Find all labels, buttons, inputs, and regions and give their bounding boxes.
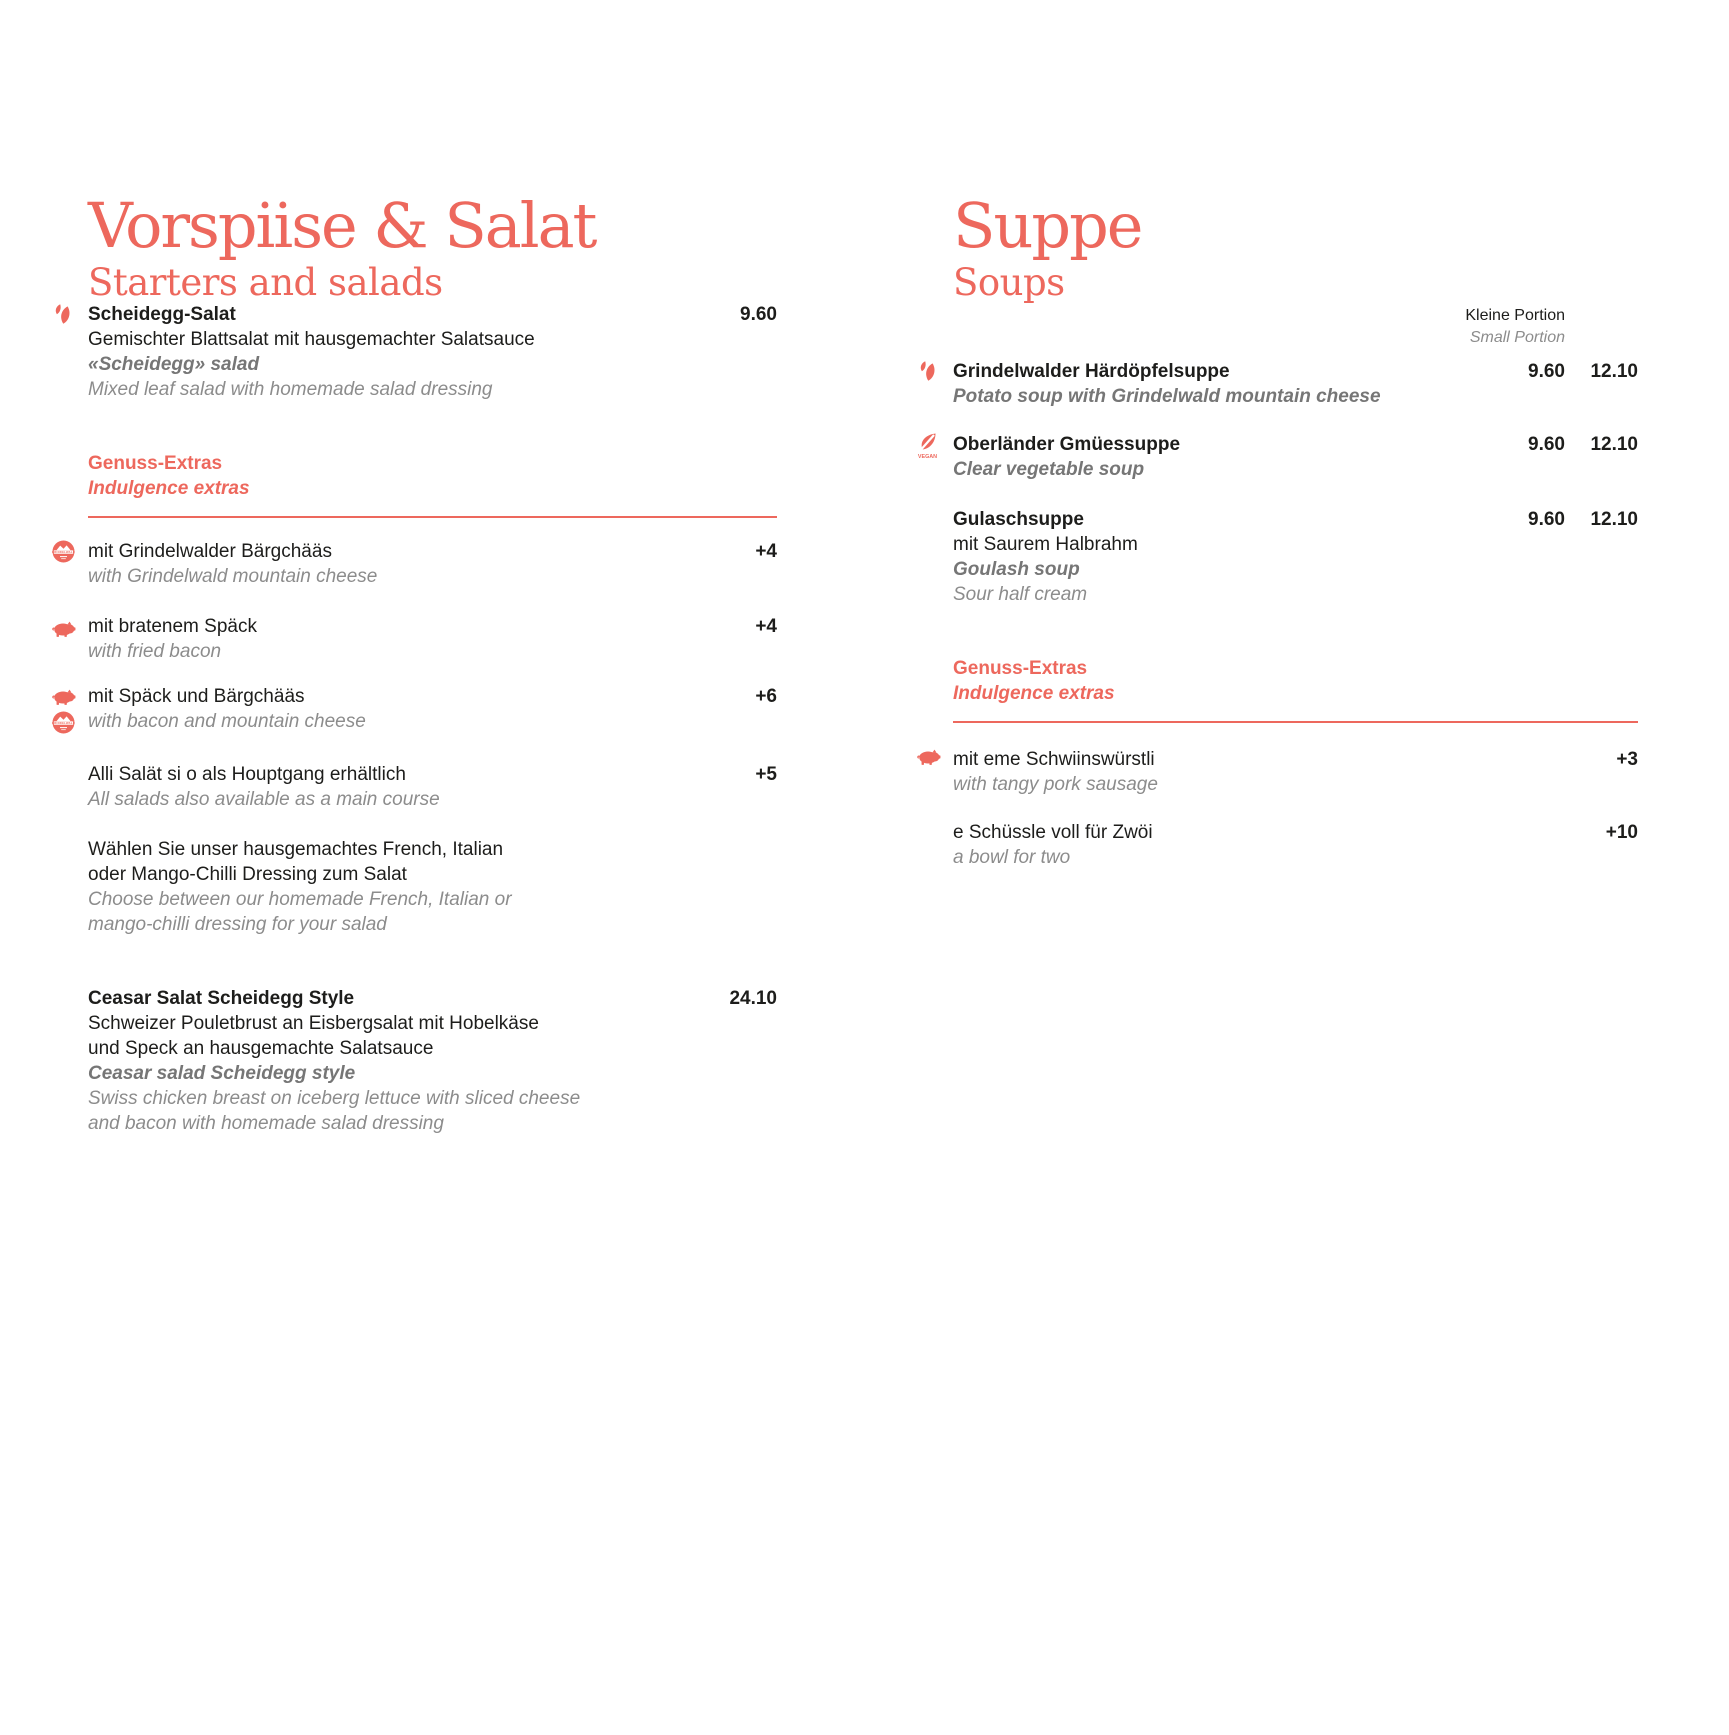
item-name: Ceasar Salat Scheidegg Style bbox=[88, 988, 355, 1009]
price-regular-portion: 12.10 bbox=[1590, 434, 1638, 455]
extra-item-pork-sausage bbox=[953, 747, 1638, 797]
pig-icon bbox=[916, 748, 941, 771]
portion-label-de: Kleine Portion bbox=[1465, 307, 1565, 324]
note-price: +10 bbox=[1605, 822, 1638, 843]
note-de-line1: Wählen Sie unser hausgemachtes French, Italian bbox=[88, 839, 504, 860]
extras-divider-left bbox=[88, 516, 777, 518]
extras-divider-right bbox=[953, 721, 1638, 723]
item-text bbox=[953, 359, 1381, 409]
extra-item-bacon-and-cheese bbox=[88, 684, 777, 734]
extra-en: with fried bacon bbox=[88, 641, 222, 662]
note-en: a bowl for two bbox=[953, 847, 1071, 868]
note-salads-main-course bbox=[88, 762, 777, 812]
note-text bbox=[88, 762, 440, 812]
item-name: Oberländer Gmüessuppe bbox=[953, 434, 1181, 455]
extra-price: +4 bbox=[755, 541, 777, 562]
note-en-line1: Choose between our homemade French, Italian or bbox=[88, 889, 512, 910]
extra-de: mit Späck und Bärgchääs bbox=[88, 686, 305, 707]
svg-text:GRINDELWALD: GRINDELWALD bbox=[52, 551, 75, 555]
item-desc-de: Gemischter Blattsalat mit hausgemachter Salatsauce bbox=[88, 329, 535, 350]
item-desc-en: Potato soup with Grindelwald mountain cheese bbox=[953, 386, 1381, 407]
item-desc-en-line1: Swiss chicken breast on iceberg lettuce with sliced cheese bbox=[88, 1088, 581, 1109]
vegetarian-leaf-icon bbox=[51, 303, 75, 334]
item-name: Scheidegg-Salat bbox=[88, 304, 236, 325]
extra-item-fried-bacon bbox=[88, 614, 777, 664]
menu-item-gmuessuppe bbox=[953, 432, 1638, 482]
extras-header-de: Genuss-Extras bbox=[953, 658, 1088, 679]
note-price: +5 bbox=[755, 764, 777, 785]
extras-header-text bbox=[953, 656, 1115, 706]
extras-header-en: Indulgence extras bbox=[953, 683, 1115, 704]
item-desc-en: Mixed leaf salad with homemade salad dressing bbox=[88, 379, 493, 400]
extra-price: +6 bbox=[755, 686, 777, 707]
extra-de: mit bratenem Späck bbox=[88, 616, 257, 637]
price-small-portion: 9.60 bbox=[1528, 361, 1565, 382]
note-text bbox=[88, 837, 512, 937]
price-small-portion: 9.60 bbox=[1528, 434, 1565, 455]
extra-en: with bacon and mountain cheese bbox=[88, 711, 366, 732]
extra-en: with Grindelwald mountain cheese bbox=[88, 566, 378, 587]
item-desc-de: mit Saurem Halbrahm bbox=[953, 534, 1138, 555]
extra-text bbox=[953, 747, 1158, 797]
item-text bbox=[953, 432, 1180, 482]
item-desc-de-line1: Schweizer Pouletbrust an Eisbergsalat mit Hobelkäse bbox=[88, 1013, 539, 1034]
extra-text bbox=[88, 539, 377, 589]
note-en: All salads also available as a main course bbox=[88, 789, 440, 810]
portion-label-en: Small Portion bbox=[1469, 329, 1565, 346]
pig-icon bbox=[51, 688, 76, 711]
item-name-en: «Scheidegg» salad bbox=[88, 354, 260, 375]
note-de: Alli Salät si o als Houptgang erhältlich bbox=[88, 764, 406, 785]
item-desc-en: Sour half cream bbox=[953, 584, 1088, 605]
cheese-badge-icon bbox=[52, 540, 75, 568]
item-name-en: Goulash soup bbox=[953, 559, 1080, 580]
price-regular-portion: 12.10 bbox=[1590, 361, 1638, 382]
cheese-badge-icon bbox=[52, 711, 75, 739]
price-regular-portion: 12.10 bbox=[1590, 509, 1638, 530]
extra-en: with tangy pork sausage bbox=[953, 774, 1158, 795]
note-dressing-choice bbox=[88, 837, 777, 937]
note-de-line2: oder Mango-Chilli Dressing zum Salat bbox=[88, 864, 407, 885]
menu-item-ceasar-salat bbox=[88, 986, 777, 1136]
item-prices bbox=[1492, 359, 1638, 384]
menu-item-gulaschsuppe bbox=[953, 507, 1638, 607]
starters-section-title: Vorspiise & Salat bbox=[88, 188, 596, 262]
extras-header-right bbox=[953, 656, 1638, 706]
menu-item-scheidegg-salat bbox=[88, 302, 777, 402]
extras-header-left bbox=[88, 451, 777, 501]
extra-price: +4 bbox=[755, 616, 777, 637]
svg-text:VEGAN: VEGAN bbox=[917, 454, 938, 459]
note-de: e Schüssle voll für Zwöi bbox=[953, 822, 1153, 843]
item-desc-en-line2: and bacon with homemade salad dressing bbox=[88, 1113, 444, 1134]
item-name-en: Ceasar salad Scheidegg style bbox=[88, 1063, 356, 1084]
portion-column-label bbox=[1465, 305, 1565, 349]
menu-item-haerdoepfelsuppe bbox=[953, 359, 1638, 409]
item-text bbox=[88, 302, 535, 402]
note-text bbox=[953, 820, 1153, 870]
svg-text:GRINDELWALD: GRINDELWALD bbox=[52, 722, 75, 726]
item-prices bbox=[1492, 432, 1638, 457]
extras-header-de: Genuss-Extras bbox=[88, 453, 223, 474]
item-desc-en: Clear vegetable soup bbox=[953, 459, 1145, 480]
item-text bbox=[88, 986, 580, 1136]
soups-section-title: Suppe bbox=[953, 188, 1142, 262]
item-desc-de-line2: und Speck an hausgemachte Salatsauce bbox=[88, 1038, 434, 1059]
extra-de: mit eme Schwiinswürstli bbox=[953, 749, 1155, 770]
extra-de: mit Grindelwalder Bärgchääs bbox=[88, 541, 332, 562]
extra-text bbox=[88, 614, 257, 664]
item-price: 24.10 bbox=[729, 988, 777, 1009]
extras-header-text bbox=[88, 451, 250, 501]
soups-section-subtitle: Soups bbox=[953, 260, 1065, 304]
item-prices bbox=[1492, 507, 1638, 532]
vegetarian-leaf-icon bbox=[916, 360, 940, 391]
extra-item-mountain-cheese bbox=[88, 539, 777, 589]
item-text bbox=[953, 507, 1138, 607]
pig-icon bbox=[51, 620, 76, 643]
extras-header-en: Indulgence extras bbox=[88, 478, 250, 499]
item-name: Grindelwalder Härdöpfelsuppe bbox=[953, 361, 1230, 382]
note-en-line2: mango-chilli dressing for your salad bbox=[88, 914, 387, 935]
extra-text bbox=[88, 684, 366, 734]
vegan-leaf-icon bbox=[915, 432, 941, 464]
item-name: Gulaschsuppe bbox=[953, 509, 1084, 530]
note-bowl-for-two bbox=[953, 820, 1638, 870]
starters-section-subtitle: Starters and salads bbox=[88, 260, 443, 304]
item-price: 9.60 bbox=[740, 304, 777, 325]
extra-price: +3 bbox=[1616, 749, 1638, 770]
price-small-portion: 9.60 bbox=[1528, 509, 1565, 530]
